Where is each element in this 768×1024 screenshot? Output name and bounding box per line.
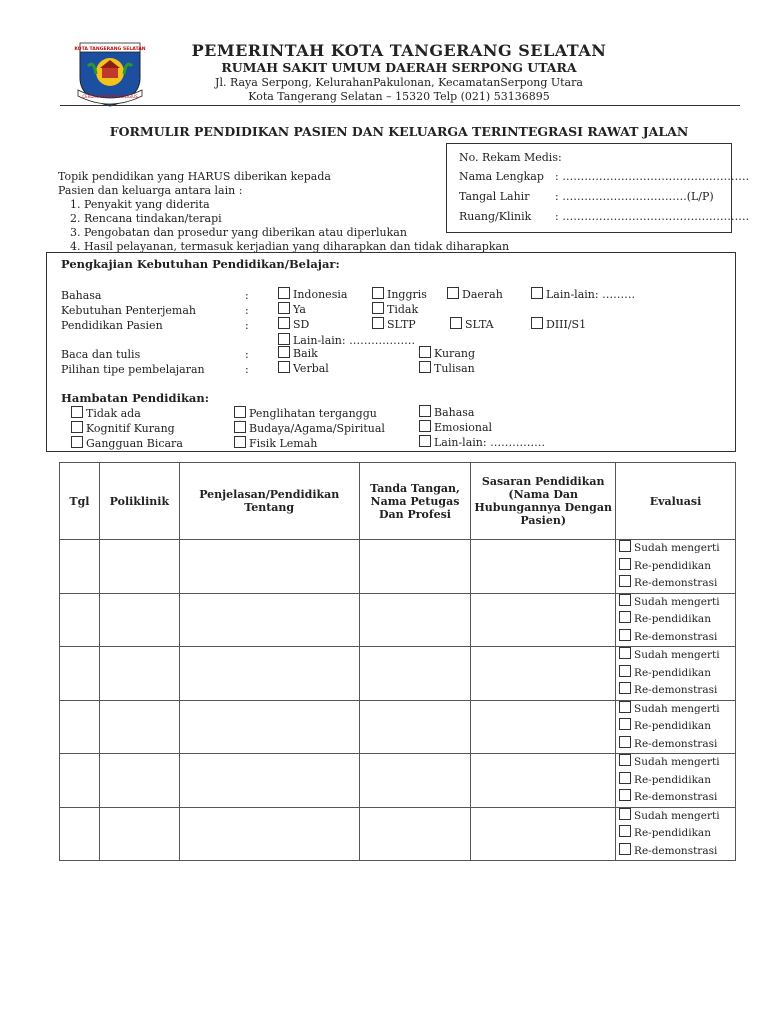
checkbox-icon[interactable] <box>278 302 290 314</box>
checkbox-icon[interactable] <box>278 287 290 299</box>
checkbox-tulisan[interactable] <box>419 361 475 375</box>
checkbox-kurang[interactable] <box>419 346 475 360</box>
cell-tgl[interactable] <box>60 700 100 754</box>
nama-label: Nama Lengkap <box>459 170 544 183</box>
checkbox-icon[interactable] <box>450 317 462 329</box>
eval-option-label: Re-demonstrasi <box>634 630 718 643</box>
penerjemah-label: Kebutuhan Penterjemah <box>61 304 196 317</box>
cell-sasaran[interactable] <box>471 647 616 701</box>
checkbox-lain-bahasa[interactable] <box>531 287 635 301</box>
checkbox-icon[interactable] <box>419 420 431 432</box>
colon: : <box>245 319 249 332</box>
education-log-table <box>59 462 736 861</box>
cell-tanda-tangan[interactable] <box>359 540 471 594</box>
cell-tanda-tangan[interactable] <box>359 754 471 808</box>
checkbox-icon[interactable] <box>372 317 384 329</box>
cell-tgl[interactable] <box>60 540 100 594</box>
cell-penjelasan[interactable] <box>179 540 359 594</box>
cell-tgl[interactable] <box>60 754 100 808</box>
table-row <box>60 593 736 647</box>
option-label: Kurang <box>434 347 476 360</box>
checkbox-icon[interactable] <box>619 808 631 820</box>
form-title: FORMULIR PENDIDIKAN PASIEN DAN KELUARGA TERINTEGRASI RAWAT JALAN <box>109 124 689 139</box>
checkbox-icon[interactable] <box>278 333 290 345</box>
cell-tanda-tangan[interactable] <box>359 807 471 861</box>
cell-poliklinik[interactable] <box>99 754 179 808</box>
lahir-value[interactable]: : …………………………….(L/P) <box>555 190 714 203</box>
lahir-label: Tangal Lahir <box>459 190 530 203</box>
option-label: Ya <box>293 303 306 316</box>
option-label: Lain-lain: ……………… <box>293 334 416 347</box>
checkbox-indonesia[interactable] <box>278 287 347 301</box>
eval-option[interactable] <box>616 789 735 807</box>
option-label: Verbal <box>293 362 329 375</box>
option-label: Tidak <box>387 303 419 316</box>
nama-value[interactable]: : …………………………………………… <box>555 170 750 183</box>
eval-option[interactable] <box>616 540 735 558</box>
eval-option-label: Re-pendidikan <box>634 720 711 732</box>
assessment-heading: Pengkajian Kebutuhan Pendidikan/Belajar: <box>61 257 340 271</box>
col-header-poliklinik: Poliklinik <box>99 463 179 540</box>
eval-option[interactable] <box>616 843 735 861</box>
eval-option-label: Re-pendidikan <box>634 559 711 572</box>
checkbox-icon[interactable] <box>531 287 543 299</box>
option-label: Indonesia <box>293 288 348 301</box>
topic-intro-2: Pasien dan keluarga antara lain : <box>58 184 243 197</box>
checkbox-penglihatan[interactable] <box>234 406 377 420</box>
checkbox-icon[interactable] <box>71 421 83 433</box>
address-line-2: Kota Tangerang Selatan – 15320 Telp (021) 53136895 <box>248 90 550 103</box>
checkbox-icon[interactable] <box>234 421 246 433</box>
checkbox-icon[interactable] <box>71 436 83 448</box>
eval-option-label: Re-demonstrasi <box>634 844 718 857</box>
checkbox-tidak[interactable] <box>372 302 418 316</box>
checkbox-icon[interactable] <box>619 789 631 801</box>
org-name: PEMERINTAH KOTA TANGERANG SELATAN <box>191 41 607 60</box>
checkbox-kognitif[interactable] <box>71 421 175 435</box>
checkbox-lain-hambatan[interactable] <box>419 435 545 449</box>
cell-poliklinik[interactable] <box>99 700 179 754</box>
option-label: Lain-lain: …………… <box>434 436 546 449</box>
checkbox-icon[interactable] <box>619 718 631 730</box>
col-header-evaluasi: Evaluasi <box>616 463 736 540</box>
eval-option[interactable] <box>616 772 735 790</box>
cell-penjelasan[interactable] <box>179 593 359 647</box>
topic-item: 3. Pengobatan dan prosedur yang diberikan atau diperlukan <box>84 226 509 240</box>
cell-sasaran[interactable] <box>471 807 616 861</box>
option-label: Baik <box>293 347 318 360</box>
eval-option-label: Sudah mengerti <box>634 595 720 608</box>
col-header-tanda-tangan: Tanda Tangan, Nama Petugas Dan Profesi <box>359 463 471 540</box>
cell-tanda-tangan[interactable] <box>359 647 471 701</box>
checkbox-verbal[interactable] <box>278 361 329 375</box>
checkbox-icon[interactable] <box>619 772 631 784</box>
cell-evaluasi <box>616 593 736 647</box>
hospital-name: RUMAH SAKIT UMUM DAERAH SERPONG UTARA <box>221 60 577 75</box>
table-header-row <box>60 463 736 540</box>
checkbox-budaya[interactable] <box>234 421 385 435</box>
tipe-label: Pilihan tipe pembelajaran <box>61 363 205 376</box>
option-label: Emosional <box>434 421 493 434</box>
checkbox-icon[interactable] <box>278 317 290 329</box>
option-label: Lain-lain: ……… <box>546 288 636 301</box>
cell-poliklinik[interactable] <box>99 647 179 701</box>
checkbox-icon[interactable] <box>619 575 631 587</box>
cell-evaluasi <box>616 700 736 754</box>
cell-evaluasi <box>616 540 736 594</box>
rekam-medis-label: No. Rekam Medis: <box>459 151 562 164</box>
cell-penjelasan[interactable] <box>179 754 359 808</box>
checkbox-sd[interactable] <box>278 317 309 331</box>
cell-penjelasan[interactable] <box>179 700 359 754</box>
col-header-penjelasan: Penjelasan/Pendidikan Tentang <box>179 463 359 540</box>
checkbox-icon[interactable] <box>619 647 631 659</box>
cell-tgl[interactable] <box>60 647 100 701</box>
cell-penjelasan[interactable] <box>179 807 359 861</box>
checkbox-slta[interactable] <box>450 317 494 331</box>
col-header-tgl: Tgl <box>60 463 100 540</box>
checkbox-icon[interactable] <box>419 346 431 358</box>
checkbox-icon[interactable] <box>278 361 290 373</box>
checkbox-fisik[interactable] <box>234 436 317 450</box>
eval-option-label: Re-pendidikan <box>634 827 711 839</box>
checkbox-icon[interactable] <box>234 436 246 448</box>
checkbox-icon[interactable] <box>619 736 631 748</box>
checkbox-inggris[interactable] <box>372 287 427 301</box>
eval-option[interactable] <box>616 808 735 826</box>
cell-sasaran[interactable] <box>471 540 616 594</box>
eval-option[interactable] <box>616 754 735 772</box>
checkbox-icon[interactable] <box>619 843 631 855</box>
option-label: Fisik Lemah <box>249 437 318 450</box>
checkbox-icon[interactable] <box>278 346 290 358</box>
eval-option[interactable] <box>616 718 735 736</box>
ruang-label: Ruang/Klinik <box>459 210 532 223</box>
col-header-sasaran: Sasaran Pendidikan (Nama Dan Hubungannya Dengan Pasien) <box>471 463 616 540</box>
eval-option[interactable] <box>616 825 735 843</box>
assessment-section <box>46 252 736 452</box>
eval-option-label: Re-demonstrasi <box>634 684 718 696</box>
eval-option[interactable] <box>616 575 735 593</box>
cell-sasaran[interactable] <box>471 593 616 647</box>
checkbox-daerah[interactable] <box>447 287 503 301</box>
cell-tgl[interactable] <box>60 593 100 647</box>
option-label: Daerah <box>462 288 503 301</box>
topic-item: 1. Penyakit yang diderita <box>84 198 509 212</box>
option-label: Penglihatan terganggu <box>249 407 377 420</box>
header-divider <box>60 105 740 106</box>
cell-poliklinik[interactable] <box>99 540 179 594</box>
option-label: DIII/S1 <box>546 318 587 331</box>
checkbox-icon[interactable] <box>619 540 631 552</box>
topic-intro-1: Topik pendidikan yang HARUS diberikan kepada <box>58 170 331 183</box>
checkbox-ya[interactable] <box>278 302 306 316</box>
topic-item: 2. Rencana tindakan/terapi <box>84 212 509 226</box>
checkbox-tidak-ada[interactable] <box>71 406 141 420</box>
cell-evaluasi <box>616 807 736 861</box>
ruang-value[interactable]: : …………………………………………… <box>555 210 750 223</box>
checkbox-icon[interactable] <box>372 302 384 314</box>
eval-option-label: Re-demonstrasi <box>634 791 718 803</box>
pendidikan-label: Pendidikan Pasien <box>61 319 163 332</box>
checkbox-icon[interactable] <box>71 406 83 418</box>
cell-poliklinik[interactable] <box>99 593 179 647</box>
eval-option-label: Re-demonstrasi <box>634 577 718 589</box>
eval-option[interactable] <box>616 558 735 576</box>
eval-option[interactable] <box>616 736 735 754</box>
option-label: Bahasa <box>434 406 475 419</box>
cell-poliklinik[interactable] <box>99 807 179 861</box>
checkbox-icon[interactable] <box>531 317 543 329</box>
baca-label: Baca dan tulis <box>61 348 141 361</box>
eval-option[interactable] <box>616 647 735 665</box>
checkbox-icon[interactable] <box>619 611 631 623</box>
cell-evaluasi <box>616 647 736 701</box>
option-label: Tulisan <box>434 362 475 375</box>
colon: : <box>245 289 249 302</box>
option-label: Tidak ada <box>86 407 141 420</box>
eval-option[interactable] <box>616 594 735 612</box>
svg-text:KOTA TANGERANG SELATAN: KOTA TANGERANG SELATAN <box>74 47 146 52</box>
eval-option-label: Re-pendidikan <box>634 666 711 679</box>
colon: : <box>245 348 249 361</box>
hambatan-heading: Hambatan Pendidikan: <box>61 391 209 405</box>
option-label: SLTP <box>387 318 416 331</box>
checkbox-icon[interactable] <box>619 701 631 713</box>
eval-option-label: Sudah mengerti <box>634 542 720 554</box>
checkbox-bahasa-hambatan[interactable] <box>419 405 475 419</box>
table-row <box>60 807 736 861</box>
eval-option-label: Re-pendidikan <box>634 773 711 786</box>
table-row <box>60 754 736 808</box>
eval-option[interactable] <box>616 701 735 719</box>
checkbox-icon[interactable] <box>619 558 631 570</box>
eval-option-label: Sudah mengerti <box>634 756 720 768</box>
checkbox-icon[interactable] <box>372 287 384 299</box>
option-label: Kognitif Kurang <box>86 422 175 435</box>
cell-sasaran[interactable] <box>471 754 616 808</box>
option-label: SD <box>293 318 310 331</box>
eval-option[interactable] <box>616 611 735 629</box>
checkbox-icon[interactable] <box>619 665 631 677</box>
address-line-1: Jl. Raya Serpong, KelurahanPakulonan, KecamatanSerpong Utara <box>215 76 583 89</box>
table-row <box>60 647 736 701</box>
checkbox-lain-pendidikan[interactable] <box>278 333 415 347</box>
topic-list <box>58 170 509 254</box>
eval-option-label: Re-demonstrasi <box>634 737 718 750</box>
cell-tanda-tangan[interactable] <box>359 700 471 754</box>
eval-option-label: Sudah mengerti <box>634 702 720 715</box>
option-label: Gangguan Bicara <box>86 437 183 450</box>
option-label: Budaya/Agama/Spiritual <box>249 422 385 435</box>
checkbox-bicara[interactable] <box>71 436 183 450</box>
checkbox-emosional[interactable] <box>419 420 492 434</box>
eval-option[interactable] <box>616 682 735 700</box>
checkbox-icon[interactable] <box>619 825 631 837</box>
table-row <box>60 540 736 594</box>
option-label: Inggris <box>387 288 427 301</box>
checkbox-icon[interactable] <box>419 361 431 373</box>
cell-tgl[interactable] <box>60 807 100 861</box>
eval-option[interactable] <box>616 665 735 683</box>
checkbox-sltp[interactable] <box>372 317 416 331</box>
bahasa-label: Bahasa <box>61 289 102 302</box>
table-row <box>60 700 736 754</box>
checkbox-icon[interactable] <box>419 435 431 447</box>
checkbox-icon[interactable] <box>419 405 431 417</box>
svg-text:CERDAS MODERN RELIGIUS: CERDAS MODERN RELIGIUS <box>82 94 138 99</box>
checkbox-icon[interactable] <box>619 754 631 766</box>
option-label: SLTA <box>465 318 494 331</box>
colon: : <box>245 363 249 376</box>
eval-option-label: Sudah mengerti <box>634 649 720 661</box>
colon: : <box>245 304 249 317</box>
checkbox-diii-s1[interactable] <box>531 317 586 331</box>
cell-evaluasi <box>616 754 736 808</box>
cell-sasaran[interactable] <box>471 700 616 754</box>
cell-penjelasan[interactable] <box>179 647 359 701</box>
eval-option-label: Sudah mengerti <box>634 809 720 822</box>
checkbox-icon[interactable] <box>619 629 631 641</box>
topic-item: 4. Hasil pelayanan, termasuk kerjadian yang diharapkan dan tidak diharapkan <box>84 240 509 254</box>
checkbox-icon[interactable] <box>619 682 631 694</box>
checkbox-icon[interactable] <box>619 594 631 606</box>
checkbox-baik[interactable] <box>278 346 318 360</box>
checkbox-icon[interactable] <box>447 287 459 299</box>
eval-option-label: Re-pendidikan <box>634 613 711 625</box>
cell-tanda-tangan[interactable] <box>359 593 471 647</box>
eval-option[interactable] <box>616 629 735 647</box>
checkbox-icon[interactable] <box>234 406 246 418</box>
